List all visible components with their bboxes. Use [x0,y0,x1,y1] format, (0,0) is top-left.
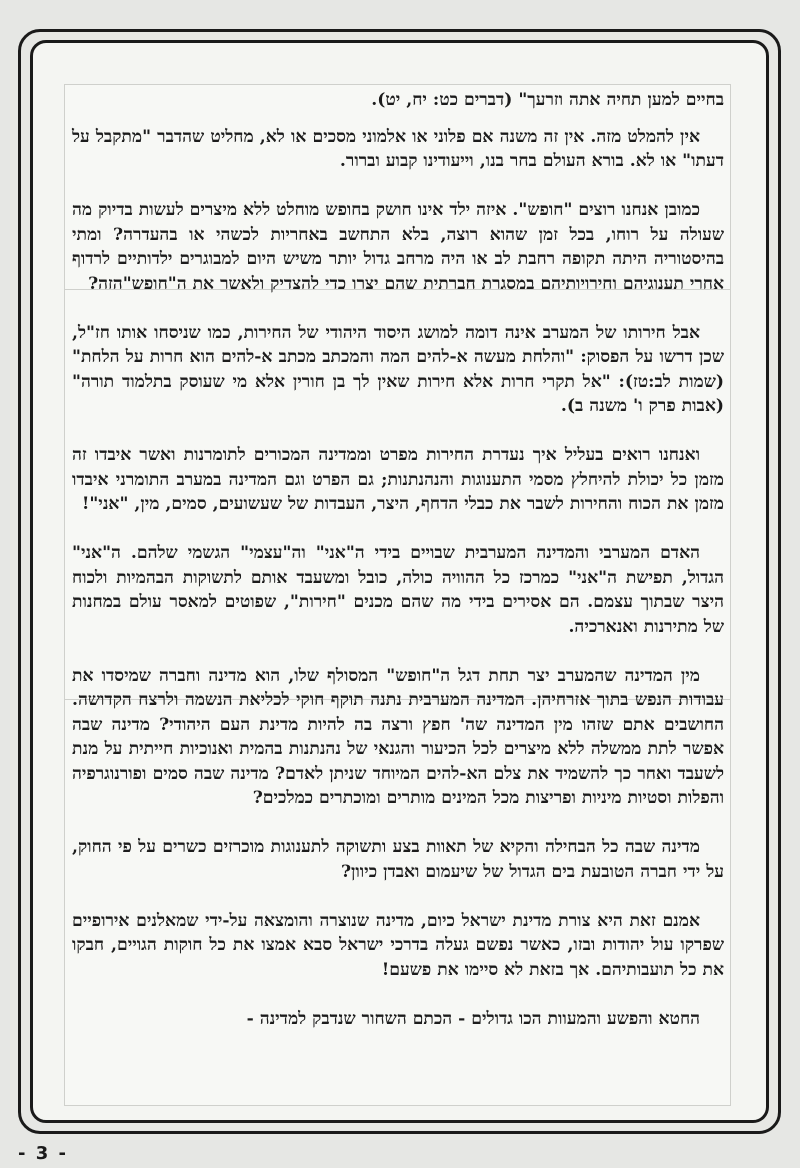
paragraph: אבל חירותו של המערב אינה דומה למושג היסוד היהודי של החירות, כמו שניסחו אותו חז"ל, שכן דרשו על הפסוק: "והלחת מעשה א-להים המה והמכתב מכתב א-להים הוא חרות על הלחת" (שמות לב:טז): "אל תקרי חרות אלא חירות שאין לך בן חורין אלא מי שעוסק בתלמוד תורה" (אבות פרק ו' משנה ב). [72,322,724,416]
paragraph: האדם המערבי והמדינה המערבית שבויים בידי ה"אני" וה"עצמי" הגשמי שלהם. ה"אני" הגדול, תפישת ה"אני" כמרכז כל ההוויה כולה, כובל ומשעבד אותם לתשוקות הבהמיות ולכוח היצר שבתוך עצמם. הם אסירים בידי מה שהם מכנים "חירות", שפוטים למאסר עולם במחנות של מתירנות ואנארכיה. [72,543,724,637]
paragraph: מין המדינה שהמערב יצר תחת דגל ה"חופש" המסולף שלו, הוא מדינה וחברה שמיסדו את עבודות הנפש בתוך אזרחיהן. המדינה המערבית נתנה תוקף חוקי לכליאת הנשמה ולרצח הקדושה. החושבים אתם שזהו מין המדינה שה' חפץ ורצה בה להיות מדינת העם היהודי? מדינה שבה אפשר לתת ממשלה ללא מיצרים לכל הכיעור והגנאי של נהנתנות בהמית ואנוכיות חייתית על מנת לשעבד ואחר כך להשמיד את צלם הא-להים המיוחד שניתן לאדם? מדינה שבה סמים ופורנוגרפיה והפלות וסטיות מיניות ופריצות מכל המינים מותרים ומוכתרים כמלכים? [72,665,724,808]
paragraph: החטא והפשע והמעוות הכו גדולים - הכתם השחור שנדבק למדינה - [246,1008,700,1029]
paragraph: אין להמלט מזה. אין זה משנה אם פלוני או אלמוני מסכים או לא, מחליט שהדבר "מתקבל על דעתו" או לא. בורא העולם בחר בנו, וייעודינו קבוע וברור. [72,126,724,171]
paragraph: אמנם זאת היא צורת מדינת ישראל כיום, מדינה שנוצרה והומצאה על-ידי שמאלנים אירופיים שפרקו עול יהודות ובזו, כאשר נפשם געלה בדרכי ישראל סבא אמצו את כל חוקות הגויים, חבקו את כל תועבותיהם. אך בזאת לא סיימו את פשעם! [72,910,724,980]
paragraph: בחיים למען תחיה אתה וזרעך" (דברים כט: יח, יט). [371,90,724,110]
paragraph: ואנחנו רואים בעליל איך נעדרת החירות מפרט וממדינה המכורים לתומרנות ואשר איבדו זה מזמן כל יכולת להיחלץ מסמי התענוגות והנהנתנות; גם הפרט וגם המדינה במערב התומרני איבדו מזמן את הכוח והחירות לשבר את כבלי הדחף, היצר, העבדות של שעשועים, סמים, מין, "אני"! [72,445,724,514]
article-body [72,88,724,1056]
paragraph: כמובן אנחנו רוצים "חופש". איזה ילד אינו חושק בחופש מוחלט ללא מיצרים לעשות בדיוק מה שעולה על רוחו, בכל זמן שהוא רוצה, בלא התחשב באחריות לכשהי או בהעדרה? ומתי בהיסטוריה היתה תקופה רחבת לב או היה מרחב גדול יותר משיש היום למבוגרים ילדותיים לרדוף אחרי תענוגיהם וחירויותיהם במסגרת חברתית שהם יצרו כדי להצדיק ולאשר את ה"חופש"הזה? [72,200,724,294]
page-number: - 3 - [18,1143,68,1164]
paragraph: מדינה שבה כל הבחילה והקיא של תאוות בצע ותשוקה לתענוגות מוכרזים כשרים על פי החוק, על ידי חברה הטובעת בים הגדול של שיעמום ואבדן כיוון? [72,837,724,882]
